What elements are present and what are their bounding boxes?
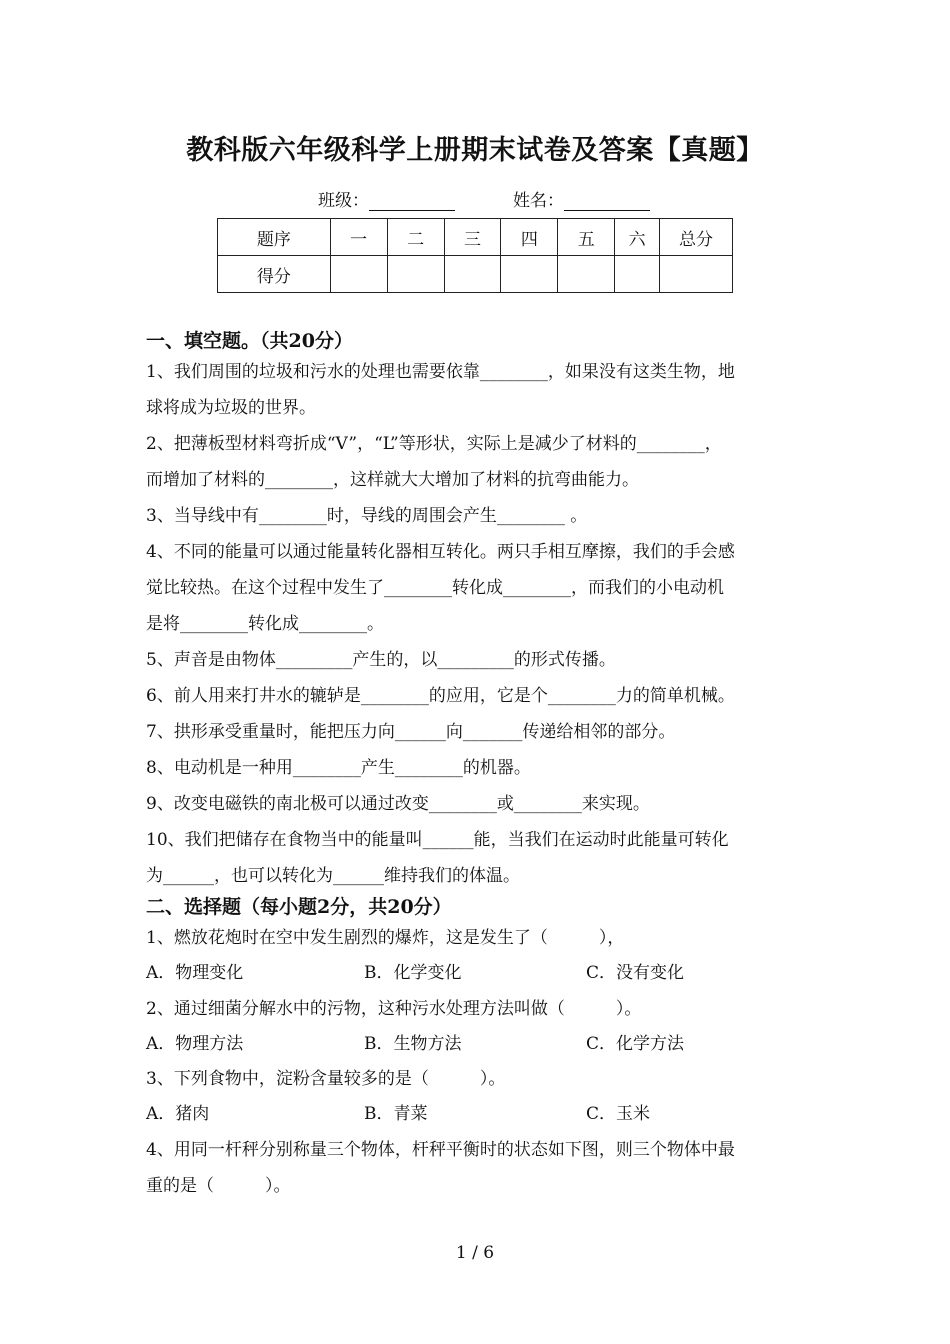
- question-line: 2、把薄板型材料弯折成“V”，“L”等形状，实际上是减少了材料的________，: [146, 434, 722, 454]
- question-line: 1、我们周围的垃圾和污水的处理也需要依靠________，如果没有这类生物，地: [146, 362, 735, 382]
- question-line: 10、我们把储存在食物当中的能量叫______能，当我们在运动时此能量可转化: [146, 830, 729, 850]
- score-cell: 五: [558, 219, 615, 256]
- exam-content: [146, 328, 826, 1204]
- score-entry-cell[interactable]: [558, 256, 615, 293]
- exam-title: 教科版六年级科学上册期末试卷及答案【真题】: [186, 135, 764, 166]
- option-b[interactable]: B．化学变化: [364, 963, 462, 983]
- option-b[interactable]: B．青菜: [364, 1104, 428, 1124]
- options-row: [146, 956, 826, 991]
- option-b[interactable]: B．生物方法: [364, 1033, 462, 1054]
- score-entry-cell[interactable]: [615, 256, 660, 293]
- question-line: 8、电动机是一种用________产生________的机器。: [146, 758, 531, 778]
- question-line: 6、前人用来打井水的辘轳是________的应用，它是个________力的简单机械。: [146, 686, 735, 706]
- section-heading: 二、选择题（每小题2分，共20分）: [146, 896, 452, 918]
- score-cell: 一: [330, 219, 387, 256]
- question-line: 觉比较热。在这个过程中发生了________转化成________，而我们的小电动机: [146, 578, 724, 598]
- question-line: 而增加了材料的________，这样就大大增加了材料的抗弯曲能力。: [146, 470, 639, 490]
- score-entry-cell[interactable]: [501, 256, 558, 293]
- question-line: 为______，也可以转化为______维持我们的体温。: [146, 866, 520, 886]
- section-heading: 一、填空题。（共20分）: [146, 330, 353, 352]
- question-line: 5、声音是由物体_________产生的，以_________的形式传播。: [146, 650, 616, 670]
- class-blank[interactable]: [369, 192, 455, 211]
- question-line: 2、通过细菌分解水中的污物，这种污水处理方法叫做（ ）。: [146, 998, 642, 1019]
- score-entry-cell[interactable]: [444, 256, 501, 293]
- options-row: [146, 1027, 826, 1062]
- question-line: 3、下列食物中，淀粉含量较多的是（ ）。: [146, 1069, 506, 1089]
- score-cell: 六: [615, 219, 660, 256]
- option-c[interactable]: C．没有变化: [586, 963, 685, 983]
- score-cell: 三: [444, 219, 501, 256]
- question-line: 7、拱形承受重量时，能把压力向______向_______传递给相邻的部分。: [146, 722, 676, 742]
- question-line: 9、改变电磁铁的南北极可以通过改变________或________来实现。: [146, 794, 650, 814]
- score-cell: 四: [501, 219, 558, 256]
- name-label: 姓名：: [513, 191, 564, 211]
- question-line: 是将________转化成________。: [146, 614, 384, 634]
- score-row-label: 得分: [218, 256, 331, 293]
- name-blank[interactable]: [564, 192, 650, 211]
- question-line: 3、当导线中有________时，导线的周围会产生________ 。: [146, 506, 588, 526]
- page-number: 1 / 6: [455, 1243, 495, 1263]
- class-label: 班级：: [318, 191, 369, 211]
- option-c[interactable]: C．化学方法: [586, 1033, 685, 1054]
- score-cell: 题序: [218, 219, 331, 256]
- question-line: 重的是（ ）。: [146, 1175, 291, 1196]
- options-row: [146, 1097, 826, 1132]
- score-entry-cell[interactable]: [330, 256, 387, 293]
- option-a[interactable]: A．猪肉: [146, 1104, 210, 1124]
- score-entry-cell[interactable]: [660, 256, 733, 293]
- score-table-score-row: [218, 256, 733, 293]
- score-cell: 总分: [660, 219, 733, 256]
- score-table-header-row: [218, 219, 733, 256]
- option-c[interactable]: C．玉米: [586, 1104, 651, 1124]
- score-table: [217, 218, 733, 293]
- question-line: 4、不同的能量可以通过能量转化器相互转化。两只手相互摩擦，我们的手会感: [146, 542, 735, 562]
- student-info: [318, 186, 650, 211]
- question-line: 4、用同一杆秤分别称量三个物体，杆秤平衡时的状态如下图，则三个物体中最: [146, 1139, 735, 1160]
- question-line: 1、燃放花炮时在空中发生剧烈的爆炸，这是发生了（ ），: [146, 928, 625, 948]
- option-a[interactable]: A．物理方法: [146, 1033, 244, 1054]
- option-a[interactable]: A．物理变化: [146, 963, 244, 983]
- score-cell: 二: [387, 219, 444, 256]
- question-line: 球将成为垃圾的世界。: [146, 398, 316, 418]
- score-entry-cell[interactable]: [387, 256, 444, 293]
